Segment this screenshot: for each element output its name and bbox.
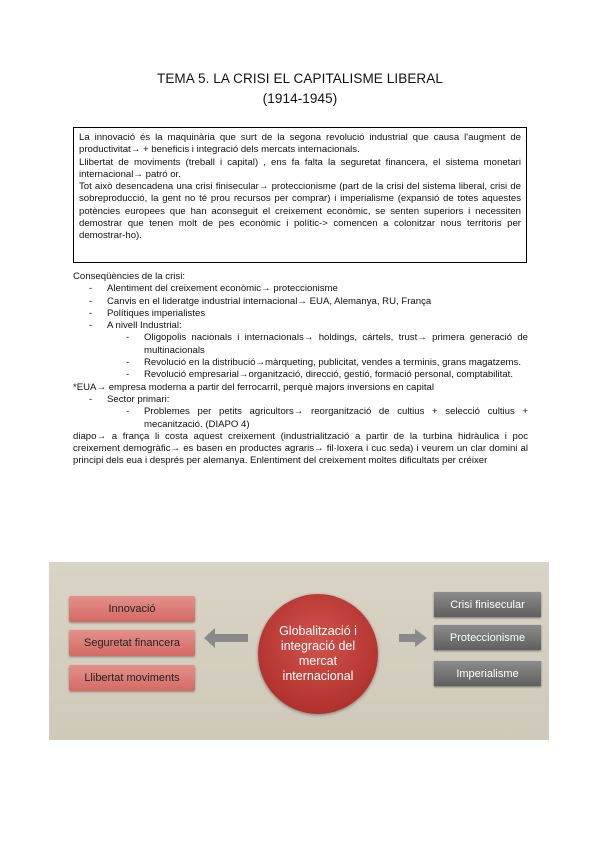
list-item: - Polítiques imperialistes [73,308,528,320]
globalization-circle: Globalització i integració del mercat internacional [258,594,378,714]
page-title: TEMA 5. LA CRISI EL CAPITALISME LIBERAL [156,71,443,86]
sub-list-item: - Revolució empresarial→organització, direcció, gestió, formació personal, comptabilitat. [73,369,528,381]
list-item: - A nivell Industrial: [73,320,528,332]
freedom-movement-box: Llibertat moviments [69,665,195,691]
sub-list-item: - Oligopolis nacionals i internacionals→ holdings, cártels, trust→ primera generació de multinacionals [73,332,528,357]
sub-list-item: - Problemes per petits agricultors→ reorganització de cultius + selecció cultius + mecanització. (DIAPO 4) [73,406,528,431]
protectionism-box: Proteccionisme [434,625,541,650]
intro-paragraph-3: Tot això desencadena una crisi finisecular→ proteccionisme (part de la crisi del sistema liberal, crisi de sobreproducció, la gent no té prou recursos per comprar) i imperialisme (expansió de totes aquestes potències europees que han aconseguit el creixement econòmic, se senten superiors i necessiten demostrar que tenen molt de pes econòmic i polític-> comencen a colonitzar nous territoris per demostrar-ho). [79,181,521,242]
sub-list-item: - Revolució en la distribució→màrqueting, publicitat, vendes a terminis, grans magatzems. [73,357,528,369]
finisecular-crisis-box: Crisi finisecular [434,592,541,617]
imperialism-box: Imperialisme [434,661,541,686]
list-item: - Canvis en el lideratge industrial internacional→ EUA, Alemanya, RU, França [73,296,528,308]
globalization-diagram [49,562,549,740]
diapo-paragraph: diapo→ a frança li costa aquest creixement (industrialització a partir de la turbina hidràulica i poc creixement demogràfic→ es basen en productes agraris→ fil·loxera i cuc seda) i veurem un clar domini al principi dels eua i després per alemanya. Enlentiment del creixement moltes dificultats per créixer [73,430,528,467]
consequences-heading: Conseqüències de la crisi: [73,271,185,282]
left-arrow-icon [204,628,248,648]
right-arrow-icon [399,629,427,647]
page-subtitle: (1914-1945) [262,91,338,106]
financial-security-box: Seguretat financera [69,630,195,656]
eua-note: *EUA→ empresa moderna a partir del ferrocarril, perquè majors inversions en capital [73,381,434,393]
list-item: - Sector primari: [73,394,528,406]
intro-paragraph-2: Llibertat de moviments (treball i capital) , ens fa falta la seguretat financera, el sistema monetari internacional→ patró or. [79,156,521,180]
consequences-section [73,271,528,468]
intro-box [73,127,527,263]
innovation-box: Innovació [69,596,195,622]
intro-paragraph-1: La innovació és la maquinària que surt de la segona revolució industrial que causa l'augment de productivitat→ + beneficis i integració dels mercats internacionals. [79,132,521,156]
list-item: - Alentiment del creixement econòmic→ proteccionisme [73,283,528,295]
